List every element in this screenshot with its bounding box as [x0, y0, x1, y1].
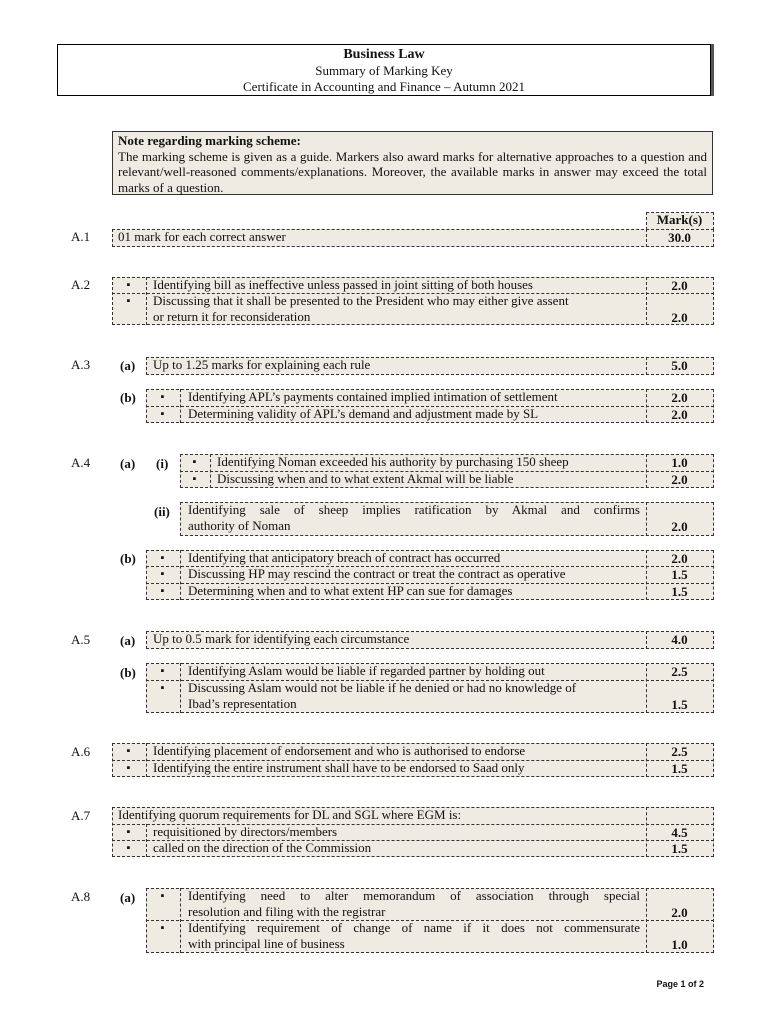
- bullet: ▪: [160, 890, 165, 902]
- a4b-mark-1: 2.0: [671, 551, 688, 566]
- a2-item-2-line2: or return it for reconsideration: [153, 309, 311, 324]
- a5a-text: Up to 0.5 mark for identifying each circumstance: [153, 631, 410, 646]
- bullet: ▪: [160, 665, 165, 677]
- a2-item-1: Identifying bill as ineffective unless passed in joint sitting of both houses: [153, 277, 533, 292]
- a3b-mark-2: 2.0: [671, 407, 688, 422]
- note-text: The marking scheme is given as a guide. Markers also award marks for alternative approaches to a question and relevant/well-reasoned comments/explanations. Moreover, the available marks in answer may exceed the total marks of a question.: [118, 148, 707, 195]
- a3-part-a-label: (a): [120, 358, 136, 373]
- a8a-mark-1: 2.0: [671, 905, 688, 920]
- a7-item-2: called on the direction of the Commission: [153, 840, 372, 855]
- a4aii-line1: Identifying sale of sheep implies ratification by Akmal and confirms: [188, 502, 640, 517]
- a2-mark-2: 2.0: [671, 310, 688, 325]
- a4ai-item-1: Identifying Noman exceeded his authority by purchasing 150 sheep: [217, 454, 569, 469]
- bullet: ▪: [160, 682, 165, 694]
- a7-mark-2: 1.5: [671, 841, 688, 856]
- a7-mark-1: 4.5: [671, 825, 688, 840]
- a4-part-a-label: (a): [120, 456, 136, 471]
- divider: [180, 550, 181, 600]
- document-subtitle: Summary of Marking Key: [315, 63, 453, 78]
- bullet: ▪: [160, 922, 165, 934]
- a8a-mark-2: 1.0: [671, 937, 688, 952]
- a3a-text: Up to 1.25 marks for explaining each rule: [153, 357, 371, 372]
- a8a-item-2-line2: with principal line of business: [188, 936, 345, 951]
- bullet: ▪: [126, 295, 131, 307]
- a4ai-mark-1: 1.0: [671, 455, 688, 470]
- a4b-item-1: Identifying that anticipatory breach of contract has occurred: [188, 550, 501, 565]
- a5b-item-2-line1: Discussing Aslam would not be liable if he denied or had no knowledge of: [188, 680, 577, 695]
- question-a1-label: A.1: [71, 229, 91, 244]
- question-a5-label: A.5: [71, 632, 91, 647]
- a5b-mark-2: 1.5: [671, 697, 688, 712]
- a1-mark: 30.0: [668, 230, 691, 245]
- a4ai-item-2: Discussing when and to what extent Akmal will be liable: [217, 471, 514, 486]
- a3a-mark: 5.0: [671, 358, 688, 373]
- a4b-item-2: Discussing HP may rescind the contract or treat the contract as operative: [188, 566, 566, 581]
- question-a3-label: A.3: [71, 357, 91, 372]
- bullet: ▪: [192, 473, 197, 485]
- bullet: ▪: [160, 391, 165, 403]
- a6-item-2: Identifying the entire instrument shall have to be endorsed to Saad only: [153, 760, 525, 775]
- question-a6-label: A.6: [71, 744, 91, 759]
- a5b-item-2-line2: Ibad’s representation: [188, 696, 297, 711]
- exam-name: Certificate in Accounting and Finance – Autumn 2021: [243, 79, 525, 94]
- divider: [146, 277, 147, 325]
- a5b-item-1: Identifying Aslam would be liable if regarded partner by holding out: [188, 663, 545, 678]
- a4ai-mark-2: 2.0: [671, 472, 688, 487]
- marks-header: Mark(s): [656, 212, 703, 227]
- a6-mark-2: 1.5: [671, 761, 688, 776]
- bullet: ▪: [192, 456, 197, 468]
- question-a4-label: A.4: [71, 455, 91, 470]
- bullet: ▪: [126, 826, 131, 838]
- bullet: ▪: [126, 279, 131, 291]
- a6-mark-1: 2.5: [671, 744, 688, 759]
- bullet: ▪: [126, 842, 131, 854]
- a5b-mark-1: 2.5: [671, 664, 688, 679]
- a8a-item-2-line1: Identifying requirement of change of name if it does not commensurate: [188, 920, 640, 935]
- a5-part-b-label: (b): [120, 665, 136, 680]
- a7-intro: Identifying quorum requirements for DL and SGL where EGM is:: [118, 807, 462, 822]
- divider: [180, 663, 181, 713]
- bullet: ▪: [160, 408, 165, 420]
- a4aii-mark: 2.0: [671, 519, 688, 534]
- a3-part-b-label: (b): [120, 390, 136, 405]
- a3b-item-2: Determining validity of APL’s demand and adjustment made by SL: [188, 406, 539, 421]
- a7-item-1: requisitioned by directors/members: [153, 824, 338, 839]
- bullet: ▪: [160, 552, 165, 564]
- document-title: Business Law: [343, 47, 425, 62]
- document-header: [57, 44, 711, 96]
- question-a8-label: A.8: [71, 889, 91, 904]
- a3b-item-1: Identifying APL’s payments contained implied intimation of settlement: [188, 389, 558, 404]
- a2-mark-1: 2.0: [671, 278, 688, 293]
- bullet: ▪: [126, 762, 131, 774]
- a5-part-a-label: (a): [120, 633, 136, 648]
- question-a2-label: A.2: [71, 277, 91, 292]
- a6-item-1: Identifying placement of endorsement and who is authorised to endorse: [153, 743, 526, 758]
- a4b-mark-3: 1.5: [671, 584, 688, 599]
- a8-part-a-label: (a): [120, 890, 136, 905]
- question-a7-label: A.7: [71, 808, 91, 823]
- note-heading: Note regarding marking scheme:: [118, 133, 301, 148]
- a8a-item-1-line2: resolution and filing with the registrar: [188, 904, 386, 919]
- a1-text: 01 mark for each correct answer: [118, 229, 286, 244]
- a3b-mark-1: 2.0: [671, 390, 688, 405]
- a2-item-2-line1: Discussing that it shall be presented to the President who may either give assent: [153, 293, 569, 308]
- bullet: ▪: [126, 745, 131, 757]
- bullet: ▪: [160, 585, 165, 597]
- a4-part-a-ii-label: (ii): [154, 504, 170, 519]
- bullet: ▪: [160, 568, 165, 580]
- a4-part-a-i-label: (i): [156, 456, 169, 471]
- marking-scheme-note: [112, 131, 713, 195]
- a4b-item-3: Determining when and to what extent HP can sue for damages: [188, 583, 513, 598]
- page-number: Page 1 of 2: [656, 979, 704, 989]
- a4b-mark-2: 1.5: [671, 567, 688, 582]
- a4aii-line2: authority of Noman: [188, 518, 291, 533]
- a8a-item-1-line1: Identifying need to alter memorandum of association through special: [188, 888, 640, 903]
- a4-part-b-label: (b): [120, 551, 136, 566]
- a5a-mark: 4.0: [671, 632, 688, 647]
